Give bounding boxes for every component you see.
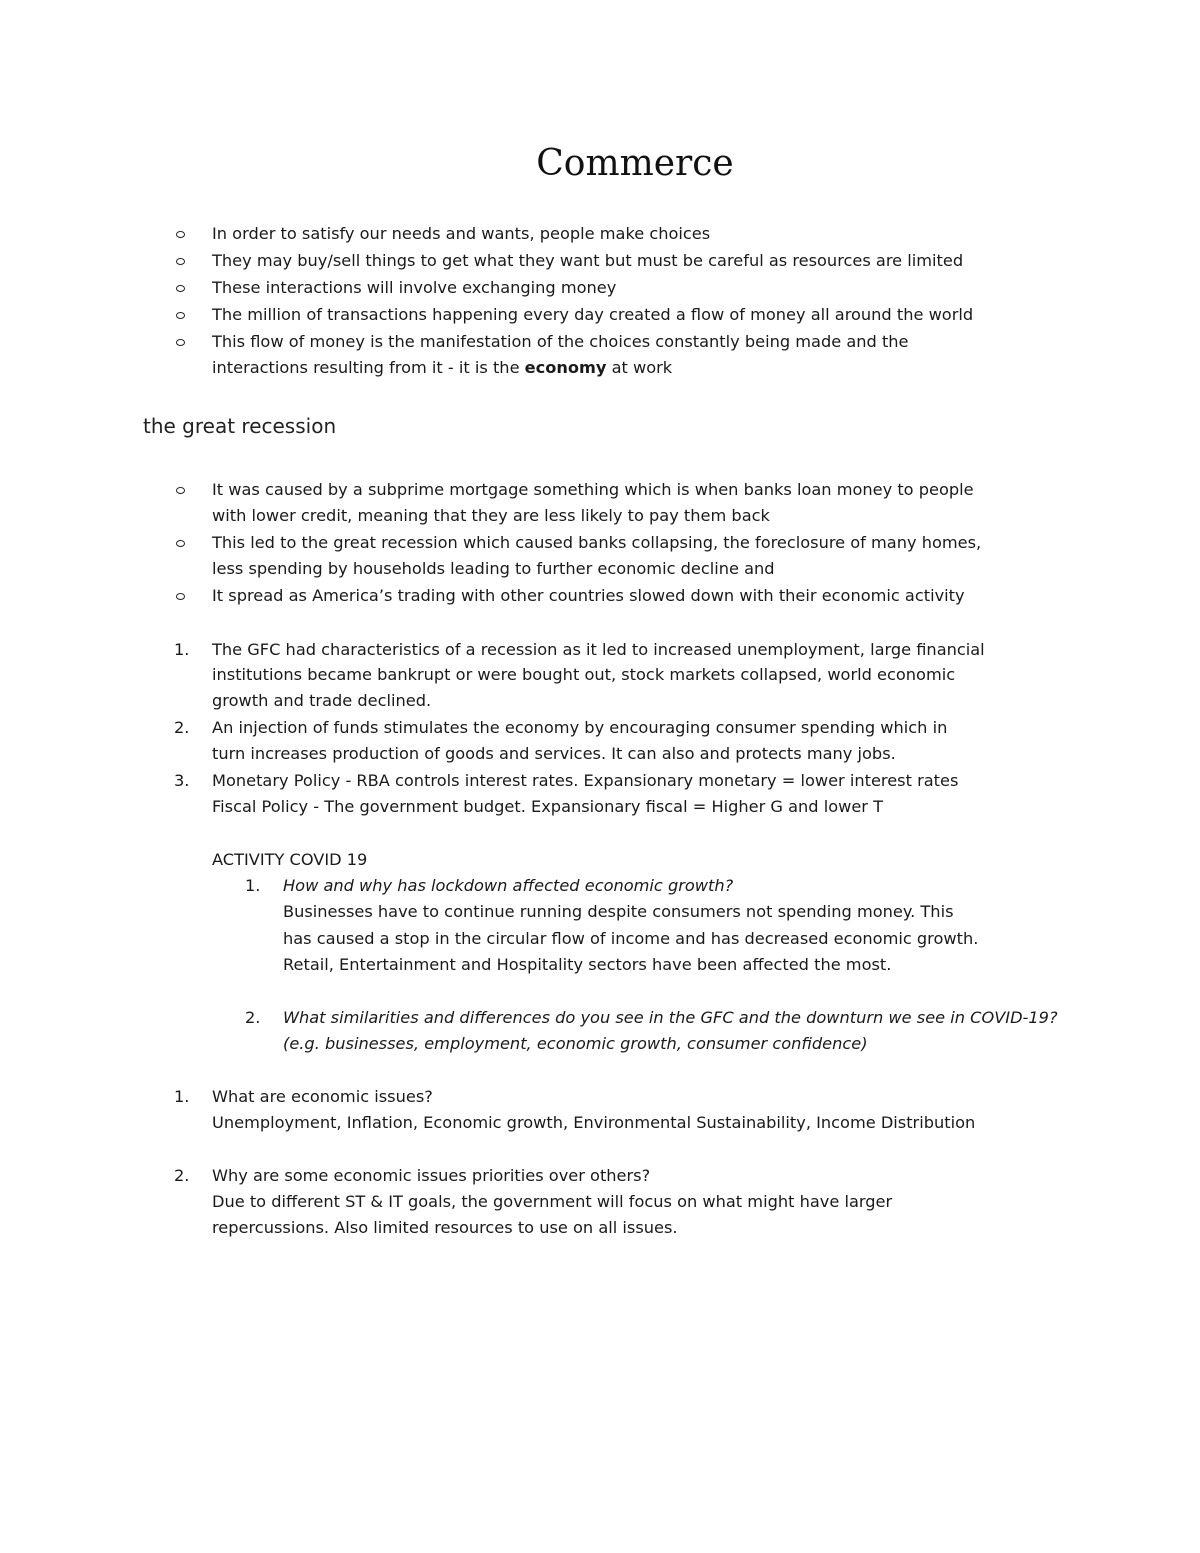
- gfc-item-line: The GFC had characteristics of a recession as it led to increased unemployment, large financial: [212, 640, 985, 659]
- activity-heading: ACTIVITY COVID 19: [212, 850, 368, 869]
- issue-question: What are economic issues?: [212, 1087, 433, 1106]
- issue-answer-line: repercussions. Also limited resources to use on all issues.: [212, 1218, 678, 1237]
- intro-bullet: This flow of money is the manifestation of the choices constantly being made and the: [212, 332, 909, 351]
- list-number: 1.: [245, 876, 261, 895]
- recession-bullet: It was caused by a subprime mortgage something which is when banks loan money to people: [212, 480, 974, 499]
- list-number: 1.: [174, 640, 190, 659]
- activity-question-continuation: (e.g. businesses, employment, economic growth, consumer confidence): [283, 1034, 868, 1053]
- gfc-item-line: turn increases production of goods and services. It can also and protects many jobs.: [212, 744, 896, 763]
- list-number: 2.: [174, 718, 190, 737]
- activity-answer-line: has caused a stop in the circular flow of income and has decreased economic growth.: [283, 929, 979, 948]
- recession-bullet: It spread as America’s trading with other countries slowed down with their economic activity: [212, 586, 965, 605]
- recession-bullet-continuation: less spending by households leading to further economic decline and: [212, 559, 775, 578]
- text-run: interactions resulting from it - it is the: [212, 358, 525, 377]
- list-number: 2.: [174, 1166, 190, 1185]
- intro-bullet: These interactions will involve exchanging money: [212, 278, 617, 297]
- gfc-item-line: An injection of funds stimulates the economy by encouraging consumer spending which in: [212, 718, 948, 737]
- list-number: 2.: [245, 1008, 261, 1027]
- bullet-circle-icon: [176, 487, 185, 494]
- intro-bullet: In order to satisfy our needs and wants, people make choices: [212, 224, 711, 243]
- intro-bullet-continuation: [212, 358, 672, 378]
- bullet-circle-icon: [176, 231, 185, 238]
- bullet-circle-icon: [176, 312, 185, 319]
- intro-bullet: They may buy/sell things to get what they want but must be careful as resources are limited: [212, 251, 964, 270]
- page-title: Commerce: [536, 143, 734, 184]
- bullet-circle-icon: [176, 339, 185, 346]
- bullet-circle-icon: [176, 285, 185, 292]
- recession-bullet: This led to the great recession which caused banks collapsing, the foreclosure of many homes,: [212, 533, 982, 552]
- recession-bullet-continuation: with lower credit, meaning that they are less likely to pay them back: [212, 506, 770, 525]
- bullet-circle-icon: [176, 540, 185, 547]
- activity-answer-line: Businesses have to continue running despite consumers not spending money. This: [283, 902, 954, 921]
- gfc-item-line: growth and trade declined.: [212, 691, 432, 710]
- activity-answer-line: Retail, Entertainment and Hospitality sectors have been affected the most.: [283, 955, 892, 974]
- issue-question: Why are some economic issues priorities over others?: [212, 1166, 651, 1185]
- gfc-item-line: institutions became bankrupt or were bought out, stock markets collapsed, world economic: [212, 665, 956, 684]
- gfc-item-line: Fiscal Policy - The government budget. Expansionary fiscal = Higher G and lower T: [212, 797, 883, 816]
- bullet-circle-icon: [176, 258, 185, 265]
- list-number: 3.: [174, 771, 190, 790]
- activity-question: What similarities and differences do you see in the GFC and the downturn we see in COVID-19?: [283, 1008, 1058, 1027]
- intro-bullet: The million of transactions happening every day created a flow of money all around the world: [212, 305, 974, 324]
- activity-question: How and why has lockdown affected economic growth?: [283, 876, 734, 895]
- bullet-circle-icon: [176, 593, 185, 600]
- list-number: 1.: [174, 1087, 190, 1106]
- section-heading: the great recession: [143, 414, 337, 438]
- text-run: at work: [606, 358, 673, 377]
- bold-term: economy: [524, 358, 607, 377]
- issue-answer-line: Unemployment, Inflation, Economic growth, Environmental Sustainability, Income Distribution: [212, 1113, 976, 1132]
- issue-answer-line: Due to different ST & IT goals, the government will focus on what might have larger: [212, 1192, 893, 1211]
- gfc-item-line: Monetary Policy - RBA controls interest rates. Expansionary monetary = lower interest rates: [212, 771, 959, 790]
